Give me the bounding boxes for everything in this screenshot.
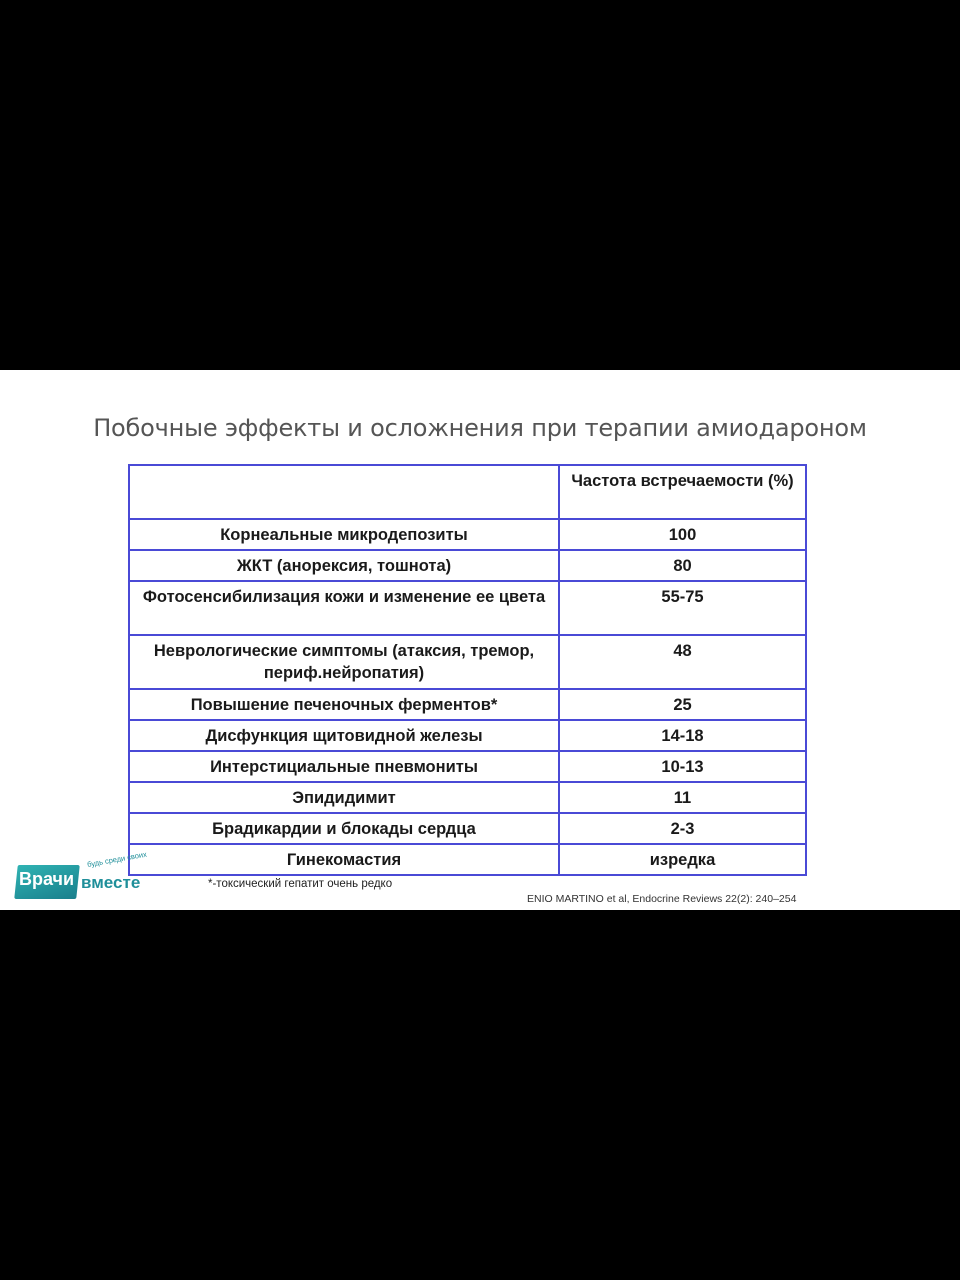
effect-cell: Повышение печеночных ферментов* <box>129 689 559 720</box>
frequency-cell: 80 <box>559 550 806 581</box>
table-header-frequency: Частота встречаемости (%) <box>559 465 806 519</box>
frequency-cell: 100 <box>559 519 806 550</box>
effect-cell: Интерстициальные пневмониты <box>129 751 559 782</box>
table-row <box>129 581 806 635</box>
table-row <box>129 720 806 751</box>
frequency-cell: 2-3 <box>559 813 806 844</box>
effect-cell: ЖКТ (анорексия, тошнота) <box>129 550 559 581</box>
frequency-cell: 14-18 <box>559 720 806 751</box>
effect-cell: Неврологические симптомы (атаксия, тремор, периф.нейропатия) <box>129 635 559 689</box>
table-row <box>129 550 806 581</box>
effect-cell: Корнеальные микродепозиты <box>129 519 559 550</box>
effect-cell: Гинекомастия <box>129 844 559 875</box>
frequency-cell: 48 <box>559 635 806 689</box>
effect-cell: Фотосенсибилизация кожи и изменение ее цвета <box>129 581 559 635</box>
frequency-cell: 25 <box>559 689 806 720</box>
slide <box>0 370 960 910</box>
slide-title: Побочные эффекты и осложнения при терапии амиодароном <box>93 414 867 442</box>
table-header-effect <box>129 465 559 519</box>
side-effects-table <box>128 464 807 876</box>
table-header-row <box>129 465 806 519</box>
frequency-cell: 55-75 <box>559 581 806 635</box>
vrachi-vmeste-logo <box>14 849 164 910</box>
table-row <box>129 689 806 720</box>
table-row <box>129 519 806 550</box>
logo-text-vmeste: вместе <box>81 873 141 892</box>
frequency-cell: 11 <box>559 782 806 813</box>
table-row <box>129 635 806 689</box>
citation: ENIO MARTINO et al, Endocrine Reviews 22(2): 240–254 <box>527 893 797 905</box>
logo-text-vrachi: Врачи <box>19 869 75 889</box>
frequency-cell: изредка <box>559 844 806 875</box>
footnote: *-токсический гепатит очень редко <box>208 878 393 890</box>
table-row <box>129 751 806 782</box>
effect-cell: Брадикардии и блокады сердца <box>129 813 559 844</box>
effect-cell: Дисфункция щитовидной железы <box>129 720 559 751</box>
effect-cell: Эпидидимит <box>129 782 559 813</box>
frequency-cell: 10-13 <box>559 751 806 782</box>
table-row <box>129 782 806 813</box>
table-row <box>129 813 806 844</box>
logo-tagline: будь среди своих <box>86 849 148 869</box>
table-row <box>129 844 806 875</box>
